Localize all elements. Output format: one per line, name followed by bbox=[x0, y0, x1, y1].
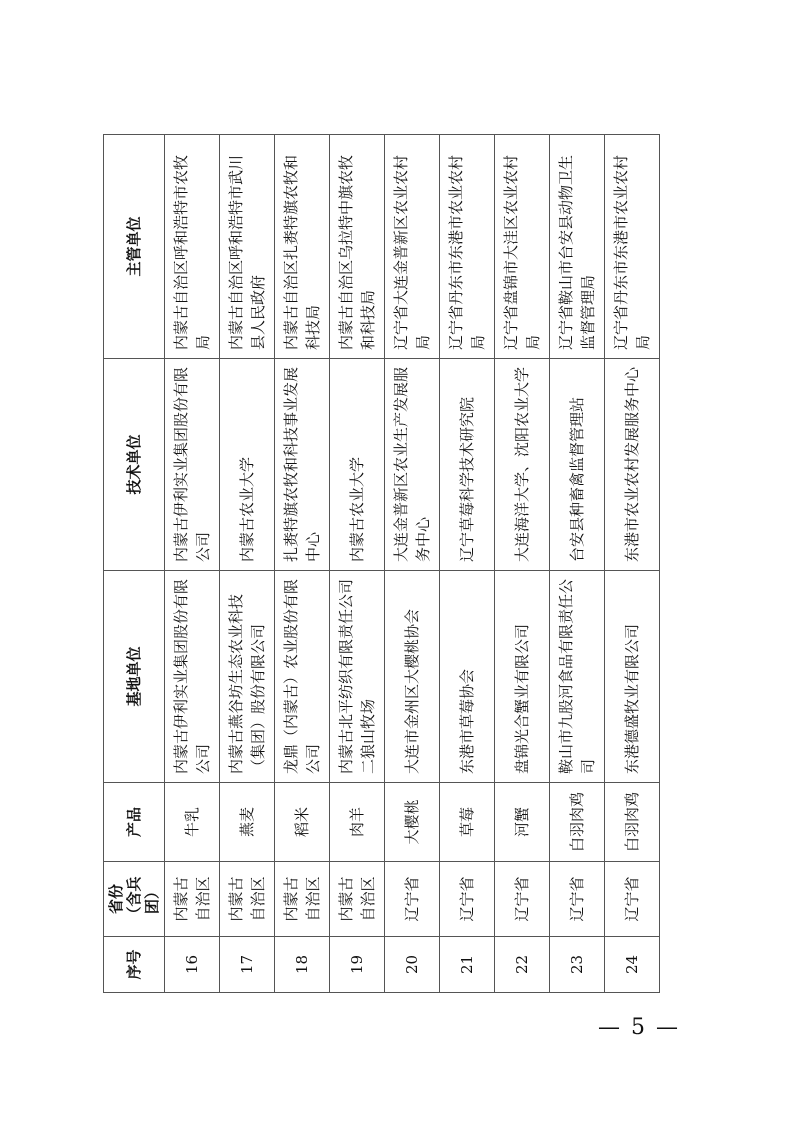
cell-seq: 21 bbox=[440, 937, 495, 993]
cell-seq: 20 bbox=[385, 937, 440, 993]
cell-tech-unit: 内蒙古农业大学 bbox=[220, 359, 275, 571]
cell-supervisor: 内蒙古自治区呼和浩特市武川县人民政府 bbox=[220, 135, 275, 359]
cell-product: 肉羊 bbox=[330, 783, 385, 862]
cell-seq: 18 bbox=[275, 937, 330, 993]
cell-supervisor: 内蒙古自治区乌拉特中旗农牧和科技局 bbox=[330, 135, 385, 359]
cell-seq: 24 bbox=[605, 937, 660, 993]
cell-base-unit: 盘锦光合蟹业有限公司 bbox=[495, 571, 550, 783]
cell-province: 内蒙古自治区 bbox=[165, 862, 220, 937]
cell-province: 辽宁省 bbox=[605, 862, 660, 937]
table-header-row bbox=[104, 135, 165, 993]
cell-product: 白羽肉鸡 bbox=[550, 783, 605, 862]
cell-tech-unit: 内蒙古伊利实业集团股份有限公司 bbox=[165, 359, 220, 571]
cell-seq: 17 bbox=[220, 937, 275, 993]
cell-product: 河蟹 bbox=[495, 783, 550, 862]
cell-seq: 23 bbox=[550, 937, 605, 993]
table-row bbox=[275, 135, 330, 993]
cell-base-unit: 龙鼎（内蒙古）农业股份有限公司 bbox=[275, 571, 330, 783]
base-units-table bbox=[103, 134, 660, 993]
cell-product: 燕麦 bbox=[220, 783, 275, 862]
cell-tech-unit: 东港市农业农村发展服务中心 bbox=[605, 359, 660, 571]
cell-supervisor: 辽宁省丹东市东港市农业农村局 bbox=[605, 135, 660, 359]
cell-province: 内蒙古自治区 bbox=[220, 862, 275, 937]
cell-base-unit: 内蒙古北平纺织有限责任公司二狼山牧场 bbox=[330, 571, 385, 783]
cell-supervisor: 内蒙古自治区扎赉特旗农牧和科技局 bbox=[275, 135, 330, 359]
page-number: — 5 — bbox=[598, 1015, 680, 1040]
cell-base-unit: 内蒙古伊利实业集团股份有限公司 bbox=[165, 571, 220, 783]
cell-tech-unit: 大连海洋大学、沈阳农业大学 bbox=[495, 359, 550, 571]
header-tech-unit: 技术单位 bbox=[104, 359, 165, 571]
rotated-table-container bbox=[103, 135, 658, 993]
header-product: 产品 bbox=[104, 783, 165, 862]
cell-base-unit: 鞍山市九股河食品有限责任公司 bbox=[550, 571, 605, 783]
cell-product: 牛乳 bbox=[165, 783, 220, 862]
table-row bbox=[385, 135, 440, 993]
table-row bbox=[165, 135, 220, 993]
cell-product: 草莓 bbox=[440, 783, 495, 862]
table-row bbox=[550, 135, 605, 993]
cell-seq: 22 bbox=[495, 937, 550, 993]
cell-province: 辽宁省 bbox=[385, 862, 440, 937]
table-row bbox=[220, 135, 275, 993]
cell-tech-unit: 扎赉特旗农牧和科技事业发展中心 bbox=[275, 359, 330, 571]
cell-tech-unit: 台安县种畜禽监督管理站 bbox=[550, 359, 605, 571]
cell-supervisor: 辽宁省大连金普新区农业农村局 bbox=[385, 135, 440, 359]
cell-province: 辽宁省 bbox=[550, 862, 605, 937]
cell-base-unit: 内蒙古燕谷坊生态农业科技（集团）股份有限公司 bbox=[220, 571, 275, 783]
cell-tech-unit: 内蒙古农业大学 bbox=[330, 359, 385, 571]
cell-product: 大樱桃 bbox=[385, 783, 440, 862]
header-supervisor: 主管单位 bbox=[104, 135, 165, 359]
header-province: 省份（含兵团） bbox=[104, 862, 165, 937]
header-seq: 序号 bbox=[104, 937, 165, 993]
cell-supervisor: 辽宁省鞍山市台安县动物卫生监督管理局 bbox=[550, 135, 605, 359]
cell-base-unit: 东港德盛牧业有限公司 bbox=[605, 571, 660, 783]
cell-province: 内蒙古自治区 bbox=[275, 862, 330, 937]
cell-tech-unit: 大连金普新区农业生产发展服务中心 bbox=[385, 359, 440, 571]
cell-province: 辽宁省 bbox=[440, 862, 495, 937]
table-row bbox=[605, 135, 660, 993]
cell-seq: 16 bbox=[165, 937, 220, 993]
cell-supervisor: 辽宁省丹东市东港市农业农村局 bbox=[440, 135, 495, 359]
cell-product: 稻米 bbox=[275, 783, 330, 862]
cell-province: 辽宁省 bbox=[495, 862, 550, 937]
cell-base-unit: 东港市草莓协会 bbox=[440, 571, 495, 783]
header-base-unit: 基地单位 bbox=[104, 571, 165, 783]
cell-province: 内蒙古自治区 bbox=[330, 862, 385, 937]
table-row bbox=[440, 135, 495, 993]
cell-seq: 19 bbox=[330, 937, 385, 993]
table-row bbox=[495, 135, 550, 993]
table-row bbox=[330, 135, 385, 993]
cell-tech-unit: 辽宁草莓科学技术研究院 bbox=[440, 359, 495, 571]
cell-base-unit: 大连市金州区大樱桃协会 bbox=[385, 571, 440, 783]
cell-supervisor: 辽宁省盘锦市大洼区农业农村局 bbox=[495, 135, 550, 359]
cell-supervisor: 内蒙古自治区呼和浩特市农牧局 bbox=[165, 135, 220, 359]
cell-product: 白羽肉鸡 bbox=[605, 783, 660, 862]
